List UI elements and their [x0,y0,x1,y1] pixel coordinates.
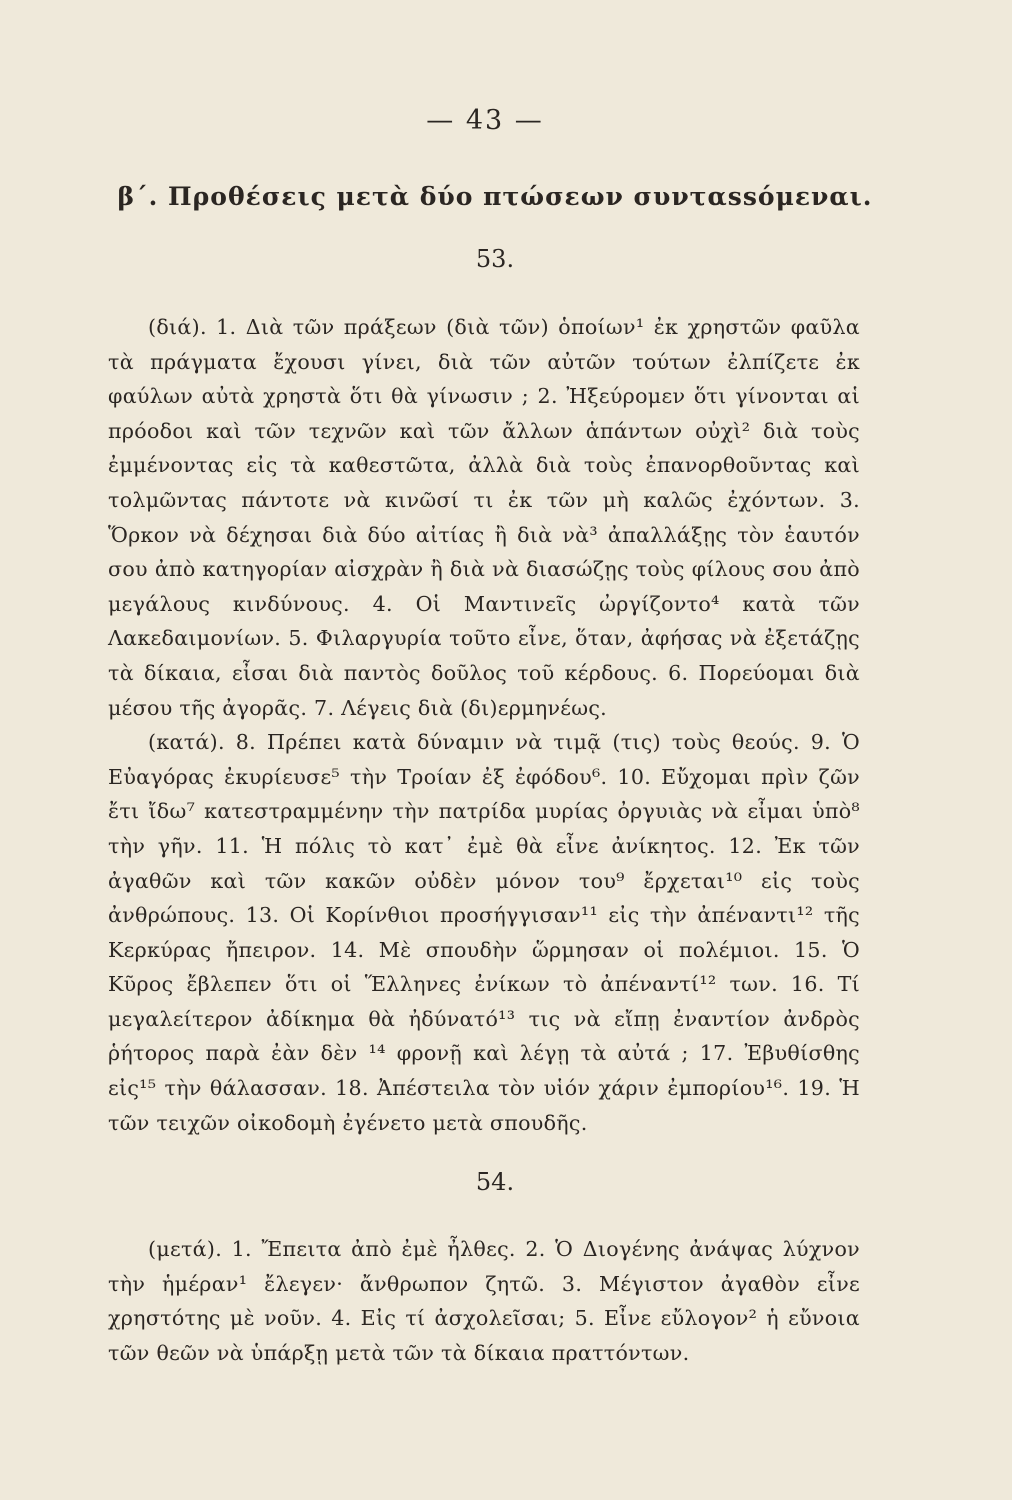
paragraph: (κατά). 8. Πρέπει κατὰ δύναμιν νὰ τιμᾷ (τις) τοὺς θεούς. 9. Ὁ Εὐαγόρας ἐκυρίευσε⁵ τὴν Τροίαν ἐξ ἐφόδου⁶. 10. Εὔχομαι πρὶν ζῶν ἔτι ἴδω⁷ κατεστραμμένην τὴν πατρίδα μυρίας ὀργυιὰς νὰ εἶμαι ὑπὸ⁸ τὴν γῆν. 11. Ἡ πόλις τὸ κατ᾽ ἐμὲ θὰ εἶνε ἀνίκητος. 12. Ἐκ τῶν ἀγαθῶν καὶ τῶν κακῶν οὐδὲν μόνον του⁹ ἔρχεται¹⁰ εἰς τοὺς ἀνθρώπους. 13. Οἱ Κορίνθιοι προσήγγισαν¹¹ εἰς τὴν ἀπέναντι¹² τῆς Κερκύρας ἤπειρον. 14. Μὲ σπουδὴν ὥρμησαν οἱ πολέμιοι. 15. Ὁ Κῦρος ἔβλεπεν ὅτι οἱ Ἕλληνες ἐνίκων τὸ ἀπέναντί¹² των. 16. Τί μεγαλείτερον ἀδίκημα θὰ ἠδύνατό¹³ τις νὰ εἴπῃ ἐναντίον ἀνδρὸς ῥήτορος παρὰ ἐὰν δὲν ¹⁴ φρονῇ καὶ λέγῃ τὰ αὐτά ; 17. Ἐβυθίσθης εἰς¹⁵ τὴν θάλασσαν. 18. Ἀπέστειλα τὸν υἱόν χάριν ἐμπορίου¹⁶. 19. Ἡ τῶν τειχῶν οἰκοδομὴ ἐγένετο μετὰ σπουδῆς. [108,730,860,1135]
page-number: — 43 — [426,105,544,136]
section-number: 54. [475,1168,515,1196]
paragraph: (μετά). 1. Ἔπειτα ἀπὸ ἐμὲ ἦλθες. 2. Ὁ Διογένης ἀνάψας λύχνον τὴν ἡμέραν¹ ἔλεγεν· ἄνθρωπον ζητῶ. 3. Μέγιστον ἀγαθὸν εἶνε χρηστότης μὲ νοῦν. 4. Εἰς τί ἀσχολεῖσαι; 5. Εἶνε εὔλογον² ἡ εὔνοια τῶν θεῶν νὰ ὑπάρξῃ μετὰ τῶν τὰ δίκαια πραττόντων. [108,1237,860,1365]
section-body [108,1232,860,1370]
paragraph: (διά). 1. Διὰ τῶν πράξεων (διὰ τῶν) ὁποίων¹ ἐκ χρηστῶν φαῦλα τὰ πράγματα ἔχουσι γίνει, διὰ τῶν αὐτῶν τούτων ἐλπίζετε ἐκ φαύλων αὐτὰ χρηστὰ ὅτι θὰ γίνωσιν ; 2. Ἠξεύρομεν ὅτι γίνονται αἱ πρόοδοι καὶ τῶν τεχνῶν καὶ τῶν ἄλλων ἁπάντων οὐχὶ² διὰ τοὺς ἐμμένοντας εἰς τὰ καθεστῶτα, ἀλλὰ διὰ τοὺς ἐπανορθοῦντας καὶ τολμῶντας πάντοτε νὰ κινῶσί τι ἐκ τῶν μὴ καλῶς ἐχόντων. 3. Ὅρκον νὰ δέχησαι διὰ δύο αἰτίας ἢ διὰ νὰ³ ἀπαλλάξῃς τὸν ἑαυτόν σου ἀπὸ κατηγορίαν αἰσχρὰν ἢ διὰ νὰ διασώζῃς τοὺς φίλους σου ἀπὸ μεγάλους κινδύνους. 4. Οἱ Μαντινεῖς ὠργίζοντο⁴ κατὰ τῶν Λακεδαιμονίων. 5. Φιλαργυρία τοῦτο εἶνε, ὅταν, ἀφήσας νὰ ἐξετάζῃς τὰ δίκαια, εἶσαι διὰ παντὸς δοῦλος τοῦ κέρδους. 6. Πορεύομαι διὰ μέσου τῆς ἀγορᾶς. 7. Λέγεις διὰ (δι)ερμηνέως. [108,315,860,720]
chapter-heading: β΄. Προθέσεις μετὰ δύο πτώσεων συνταssόμεναι. [117,182,873,211]
section-number: 53. [475,245,515,273]
section-body [108,310,860,1140]
